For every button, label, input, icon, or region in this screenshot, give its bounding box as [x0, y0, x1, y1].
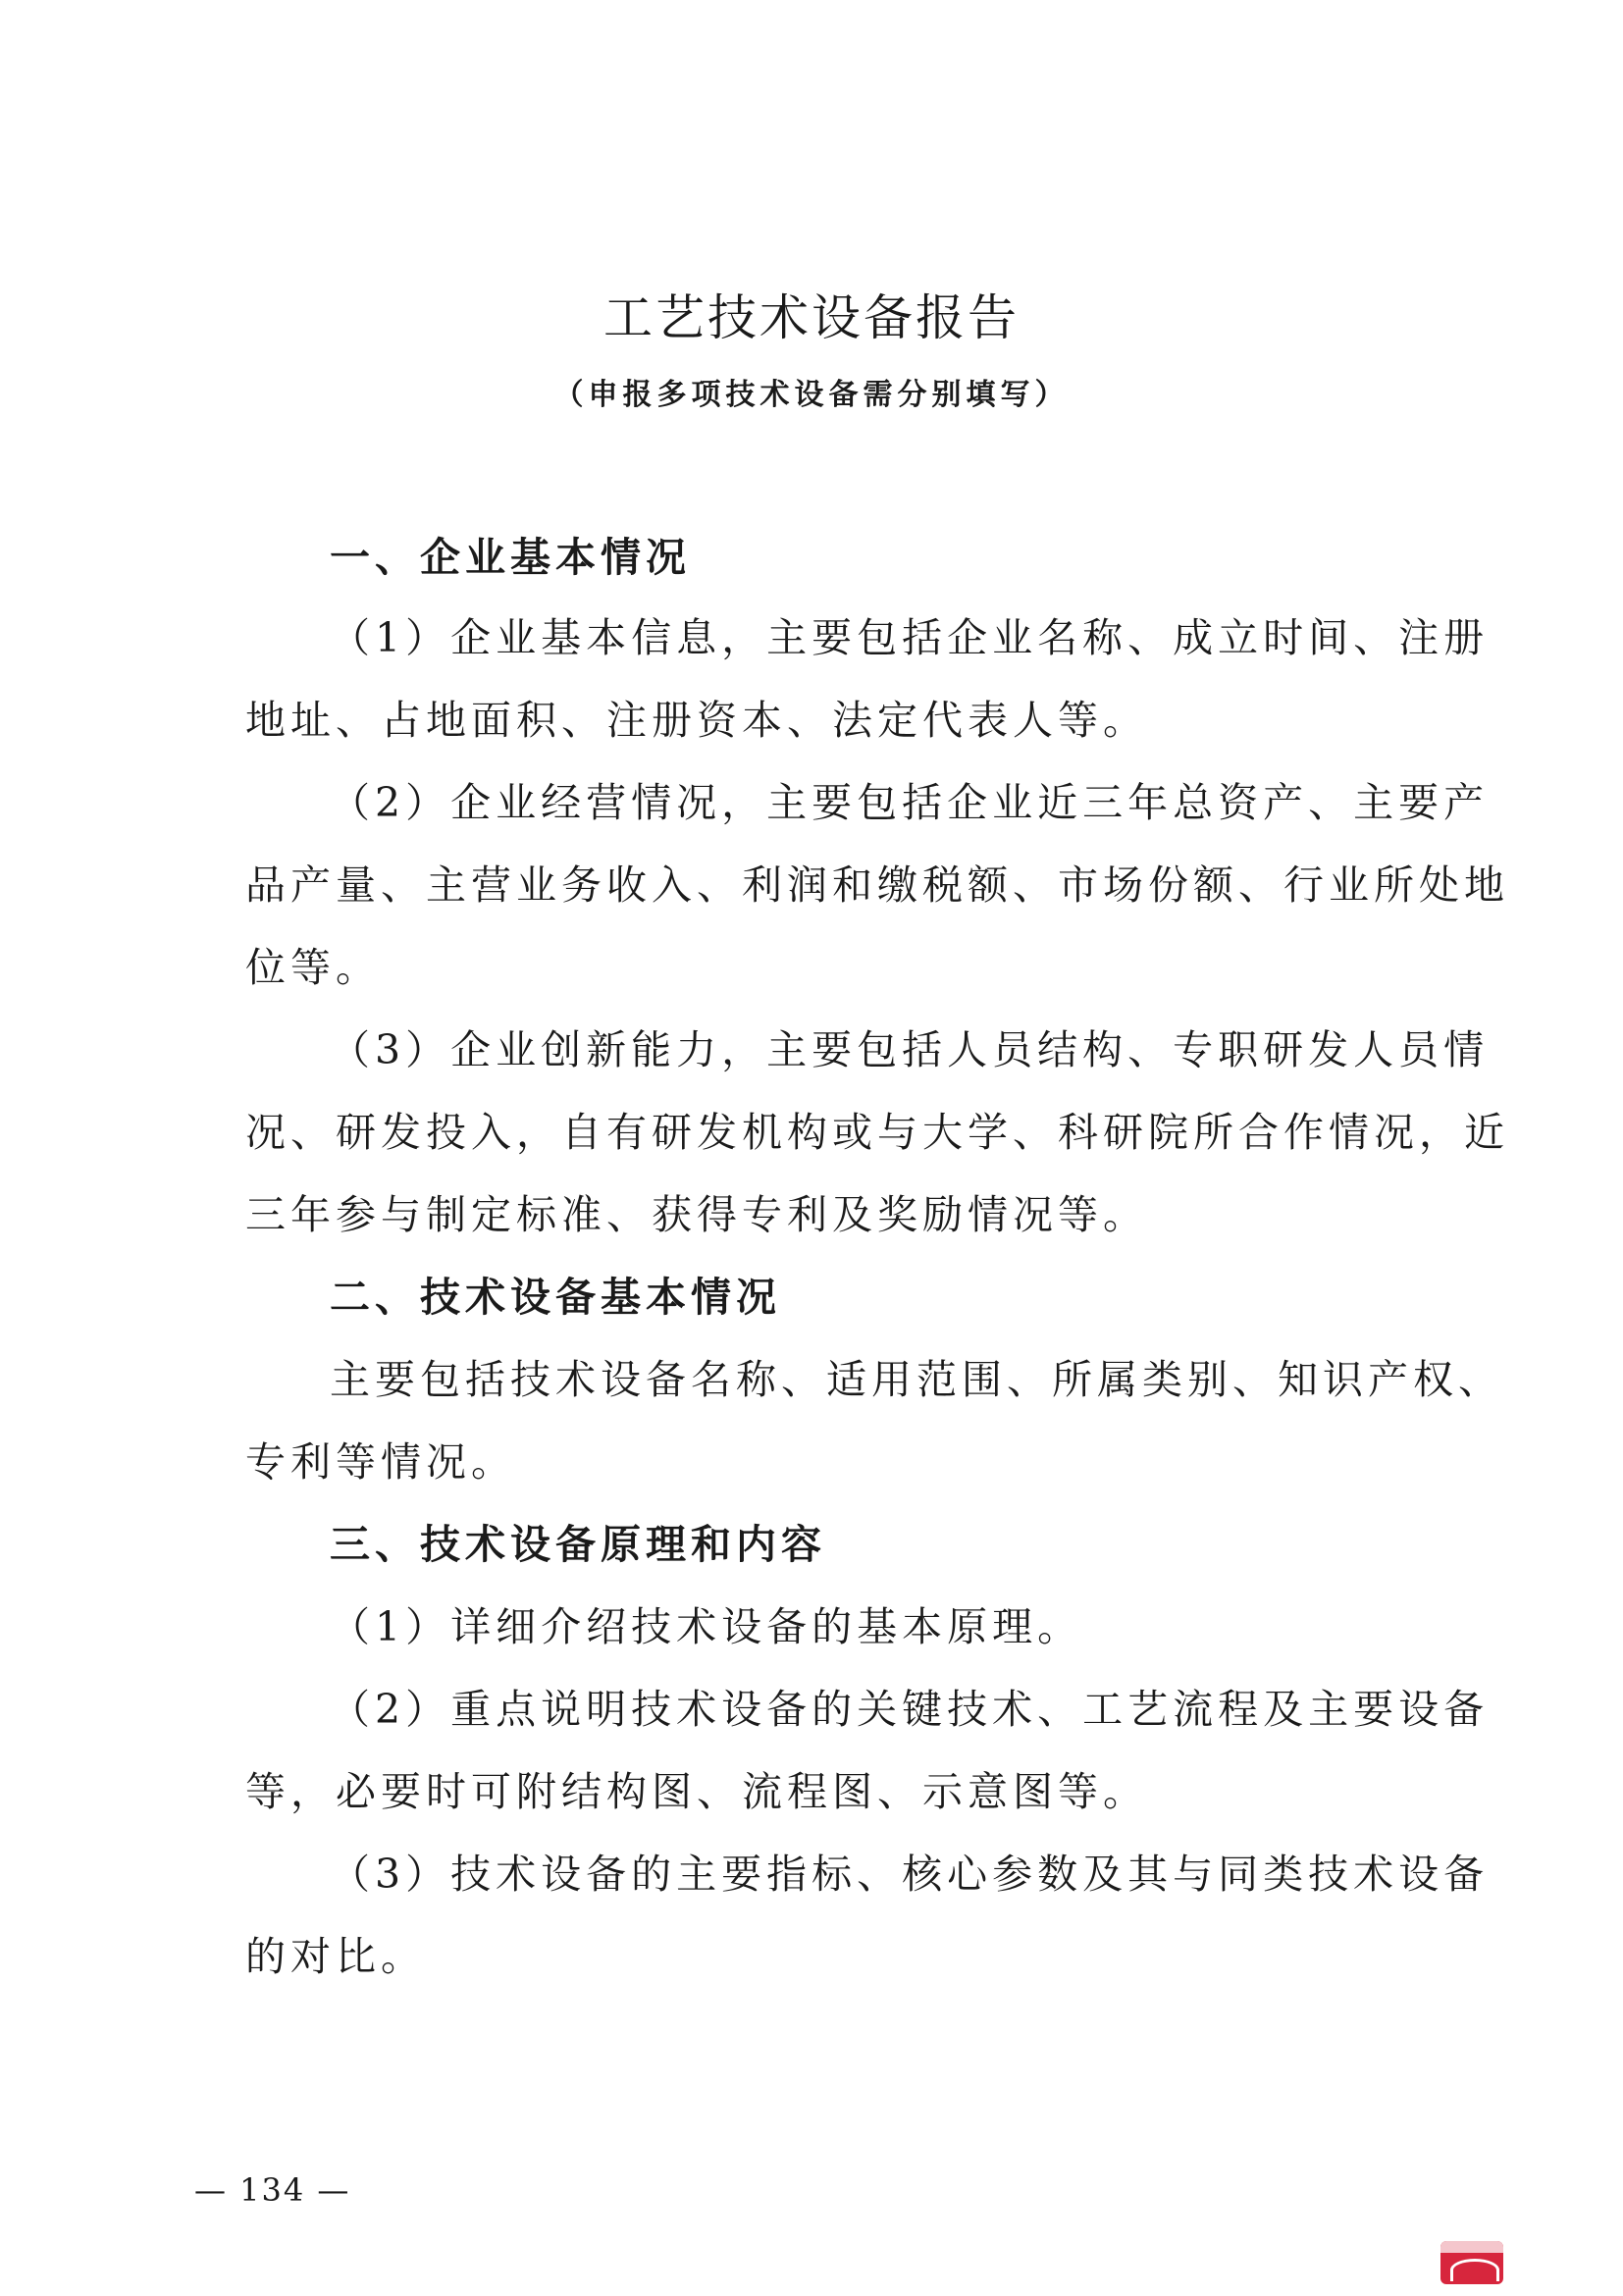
section-1-paragraph-2-line-3: 位等。: [245, 944, 381, 991]
section-1-paragraph-3-line-2: 况、研发投入，自有研发机构或与大学、科研院所合作情况，近: [245, 1109, 1509, 1156]
section-3-paragraph-3-line-2: 的对比。: [245, 1933, 426, 1980]
section-1-paragraph-2-line-2: 品产量、主营业务收入、利润和缴税额、市场份额、行业所处地: [245, 861, 1509, 909]
section-3-paragraph-1-line-1: （1）详细介绍技术设备的基本原理。: [330, 1603, 1083, 1650]
section-1-paragraph-1-line-1: （1）企业基本信息，主要包括企业名称、成立时间、注册: [330, 614, 1490, 661]
section-1-heading: 一、企业基本情况: [330, 534, 691, 581]
section-1-paragraph-1-line-2: 地址、占地面积、注册资本、法定代表人等。: [245, 697, 1148, 744]
document-title: 工艺技术设备报告: [603, 289, 1020, 346]
stamp-logo-icon: [1440, 2241, 1503, 2284]
section-1-paragraph-3-line-1: （3）企业创新能力，主要包括人员结构、专职研发人员情: [330, 1026, 1490, 1073]
document-subtitle: （申报多项技术设备需分别填写）: [553, 378, 1070, 412]
page-number: — 134 —: [194, 2171, 351, 2209]
section-1-paragraph-2-line-1: （2）企业经营情况，主要包括企业近三年总资产、主要产: [330, 779, 1490, 826]
section-3-heading: 三、技术设备原理和内容: [330, 1521, 826, 1568]
section-3-paragraph-2-line-1: （2）重点说明技术设备的关键技术、工艺流程及主要设备: [330, 1686, 1490, 1733]
section-2-heading: 二、技术设备基本情况: [330, 1274, 781, 1321]
section-1-paragraph-3-line-3: 三年参与制定标准、获得专利及奖励情况等。: [245, 1191, 1148, 1238]
section-3-paragraph-3-line-1: （3）技术设备的主要指标、核心参数及其与同类技术设备: [330, 1851, 1490, 1898]
section-3-paragraph-2-line-2: 等，必要时可附结构图、流程图、示意图等。: [245, 1768, 1148, 1815]
section-2-paragraph-line-2: 专利等情况。: [245, 1438, 516, 1486]
section-2-paragraph-line-1: 主要包括技术设备名称、适用范围、所属类别、知识产权、: [330, 1356, 1503, 1403]
